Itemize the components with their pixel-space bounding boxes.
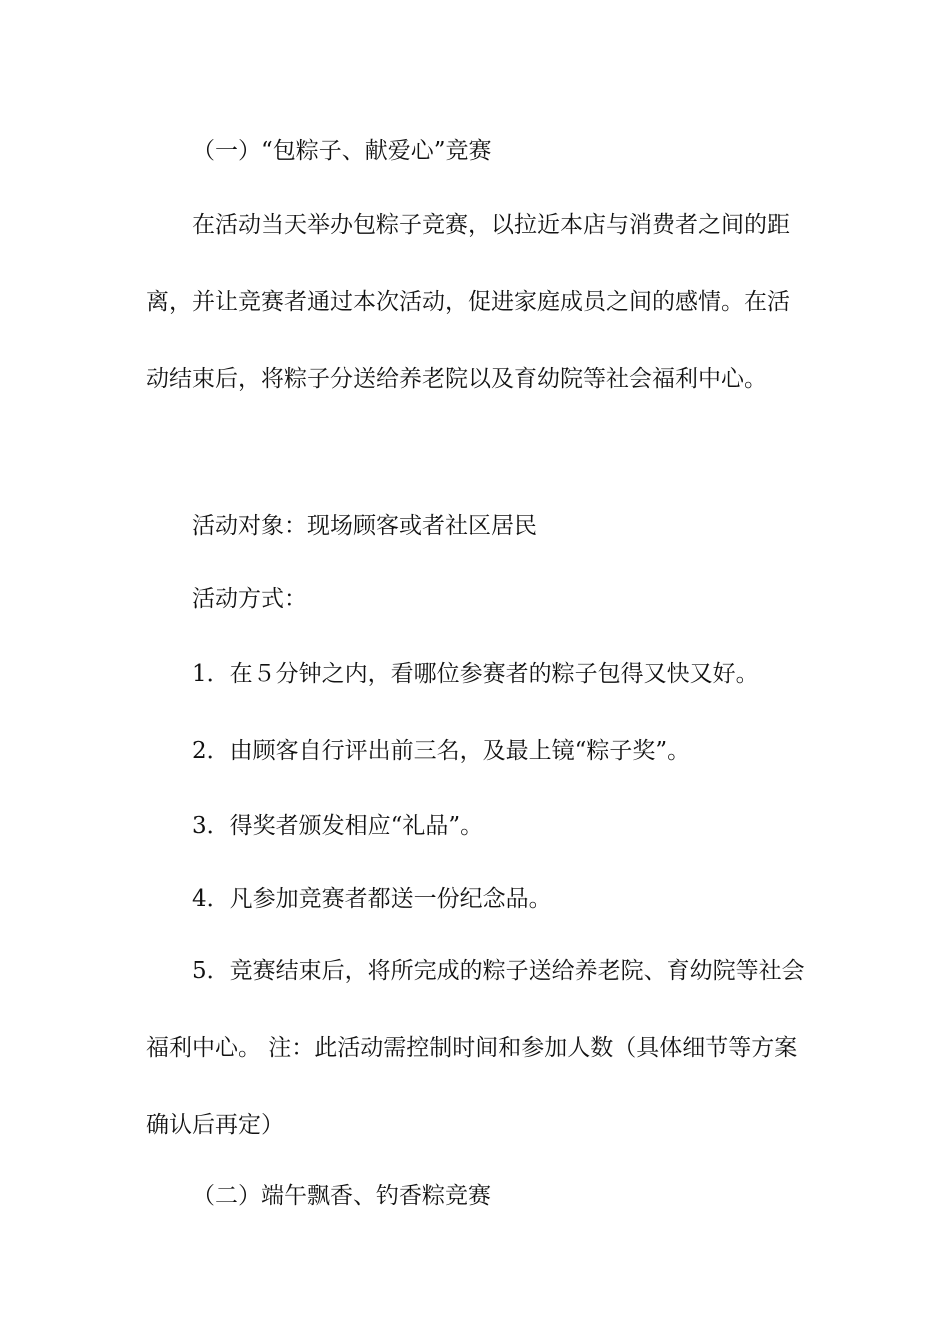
activity-target: 活动对象：现场顾客或者社区居民 [192, 513, 537, 539]
list-item: 1．在５分钟之内，看哪位参赛者的粽子包得又快又好。 [192, 661, 759, 687]
section-two-heading: （二）端午飘香、钓香粽竞赛 [192, 1183, 491, 1209]
list-item: 5．竞赛结束后，将所完成的粽子送给养老院、育幼院等社会福利中心。 注：此活动需控制时间和参加人数（具体细节等方案确认后再定） [146, 958, 805, 1138]
list-item: 2．由顾客自行评出前三名，及最上镜“粽子奖”。 [192, 738, 691, 764]
activity-method: 活动方式： [192, 586, 307, 612]
list-item: 3．得奖者颁发相应“礼品”。 [192, 813, 484, 839]
section-one-paragraph: 在活动当天举办包粽子竞赛，以拉近本店与消费者之间的距离，并让竞赛者通过本次活动，促进家庭成员之间的感情。在活动结束后，将粽子分送给养老院以及育幼院等社会福利中心。 [146, 212, 790, 392]
list-item: 4．凡参加竞赛者都送一份纪念品。 [192, 886, 552, 912]
section-one-heading: （一）“包粽子、献爱心”竞赛 [192, 138, 492, 164]
